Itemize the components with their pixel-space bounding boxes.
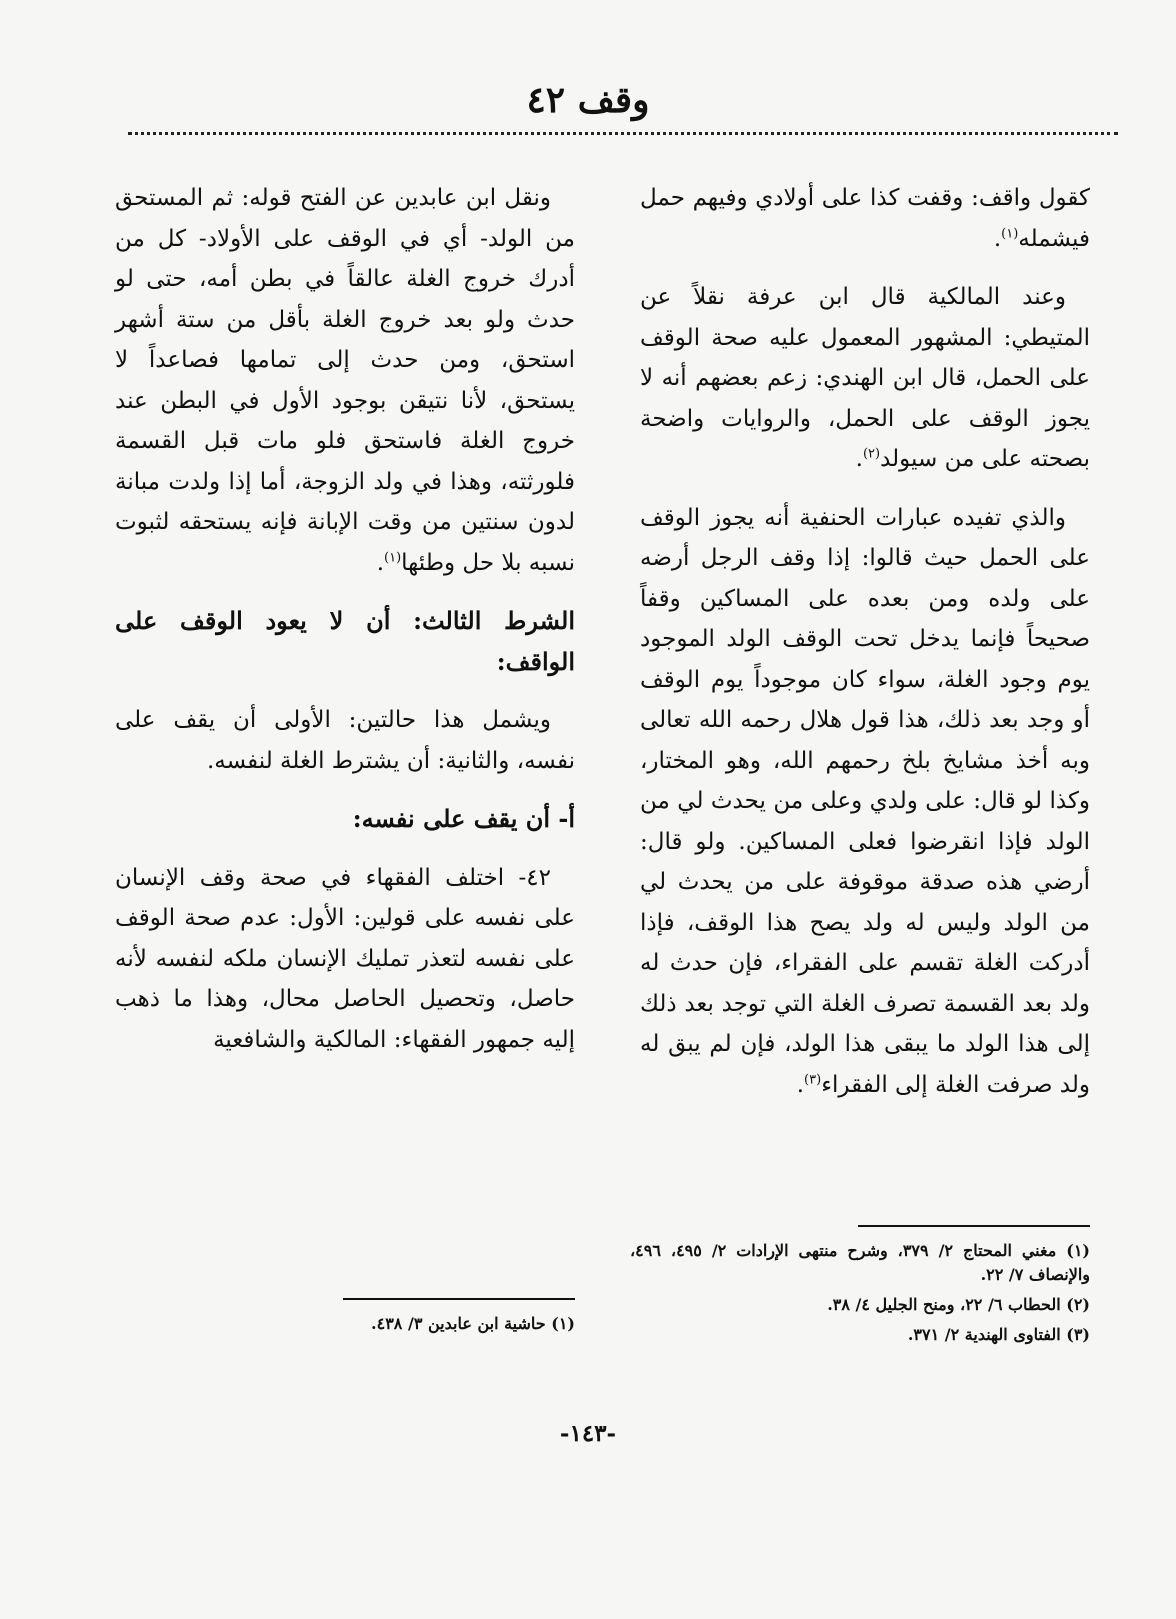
paragraph-text: وعند المالكية قال ابن عرفة نقلاً عن المتيطي: المشهور المعمول عليه صحة الوقف على الحمل، قال ابن الهندي: زعم بعضهم أنه لا يجوز الوقف على الحمل، والروايات واضحة بصحته على من سيولد <box>640 284 1090 472</box>
paragraph-text: ونقل ابن عابدين عن الفتح قوله: ثم المستحق من الولد- أي في الوقف على الأولاد- كل من أدرك خروج الغلة عالقاً في بطن أمه، حتى لو حدث ولو بعد خروج الغلة بأقل من ستة أشهر استحق، ومن حدث إلى تمامها فصاعداً لا يستحق، لأنا نتيقن بوجود الأول في البطن عند خروج الغلة فاستحق فلو مات قبل القسمة فلورثته، وهذا في ولد الزوجة، أما إذا ولدت مبانة لدون سنتين من وقت الإبانة فإنه يستحقه لثبوت نسبه بلا حل وطئها <box>115 185 575 576</box>
paragraph: ٤٢- اختلف الفقهاء في صحة وقف الإنسان على نفسه على قولين: الأول: عدم صحة الوقف على نفسه لتعذر تمليك الإنسان ملكه لنفسه لأنه حاصل، وتحصيل الحاصل محال، وهذا ما ذهب إليه جمهور الفقهاء: المالكية والشافعية <box>115 864 575 1053</box>
footnote-ref: (١) <box>384 549 402 565</box>
footnote: (١) مغني المحتاج ٢/ ٣٧٩، وشرح منتهى الإرادات ٢/ ٤٩٥، ٤٩٦، والإنصاف ٧/ ٢٢. <box>630 1241 1090 1284</box>
paragraph-end: . <box>376 549 384 576</box>
paragraph <box>640 277 1090 480</box>
header-dotted-rule <box>128 132 1118 135</box>
footnote-ref: (١) <box>1001 225 1019 241</box>
footnote-divider <box>858 1225 1090 1227</box>
paragraph: ويشمل هذا حالتين: الأولى أن يقف على نفسه، والثانية: أن يشترط الغلة لنفسه. <box>115 707 575 774</box>
paragraph-text: والذي تفيده عبارات الحنفية أنه يجوز الوقف على الحمل حيث قالوا: إذا وقف الرجل أرضه على ولده ومن بعده على المساكين وقفاً صحيحاً فإنما يدخل تحت الوقف الولد الموجود يوم وجود الغلة، سواء كان موجوداً يوم الوقف أو وجد بعد ذلك، هذا قول هلال رحمه الله تعالى وبه أخذ مشايخ بلخ رحمهم الله، وهو المختار، وكذا لو قال: على ولدي وعلى من يحدث لي من الولد فإذا انقرضوا فعلى المساكين. ولو قال: أرضي هذه صدقة موقوفة على من يحدث لي من الولد وليس له ولد يصح هذا الوقف، فإذا أدركت الغلة تقسم على الفقراء، فإن حدث له ولد بعد القسمة تصرف الغلة التي توجد بعد ذلك إلى هذا الولد ما يبقى هذا الولد، فإن لم يبق له ولد صرفت الغلة إلى الفقراء <box>640 504 1090 1098</box>
page-number: -١٤٣- <box>559 1420 617 1447</box>
paragraph-end: . <box>993 225 1002 252</box>
paragraph <box>115 178 575 583</box>
footnote-ref: (٢) <box>862 446 881 462</box>
paragraph <box>640 498 1090 1106</box>
footnote-divider <box>343 1298 575 1300</box>
left-column <box>115 178 575 1078</box>
right-column <box>640 178 1090 1123</box>
footnote: (١) حاشية ابن عابدين ٣/ ٤٣٨. <box>371 1314 575 1333</box>
footnote: (٢) الحطاب ٦/ ٢٢، ومنح الجليل ٤/ ٣٨. <box>827 1295 1090 1314</box>
paragraph <box>640 178 1090 259</box>
page-header-title: وقف ٤٢ <box>526 79 650 121</box>
footnote: (٣) الفتاوى الهندية ٢/ ٣٧١. <box>907 1325 1090 1344</box>
footnote-ref: (٣) <box>804 1071 822 1087</box>
paragraph-text: كقول واقف: وقفت كذا على أولادي وفيهم حمل فيشمله <box>640 185 1090 252</box>
paragraph-end: . <box>855 446 863 472</box>
paragraph-end: . <box>796 1071 805 1098</box>
footnotes-left <box>115 1298 575 1342</box>
section-heading: الشرط الثالث: أن لا يعود الوقف على الواقف: <box>115 606 575 676</box>
subsection-heading: أ- أن يقف على نفسه: <box>352 804 575 833</box>
footnotes-right <box>630 1225 1090 1353</box>
